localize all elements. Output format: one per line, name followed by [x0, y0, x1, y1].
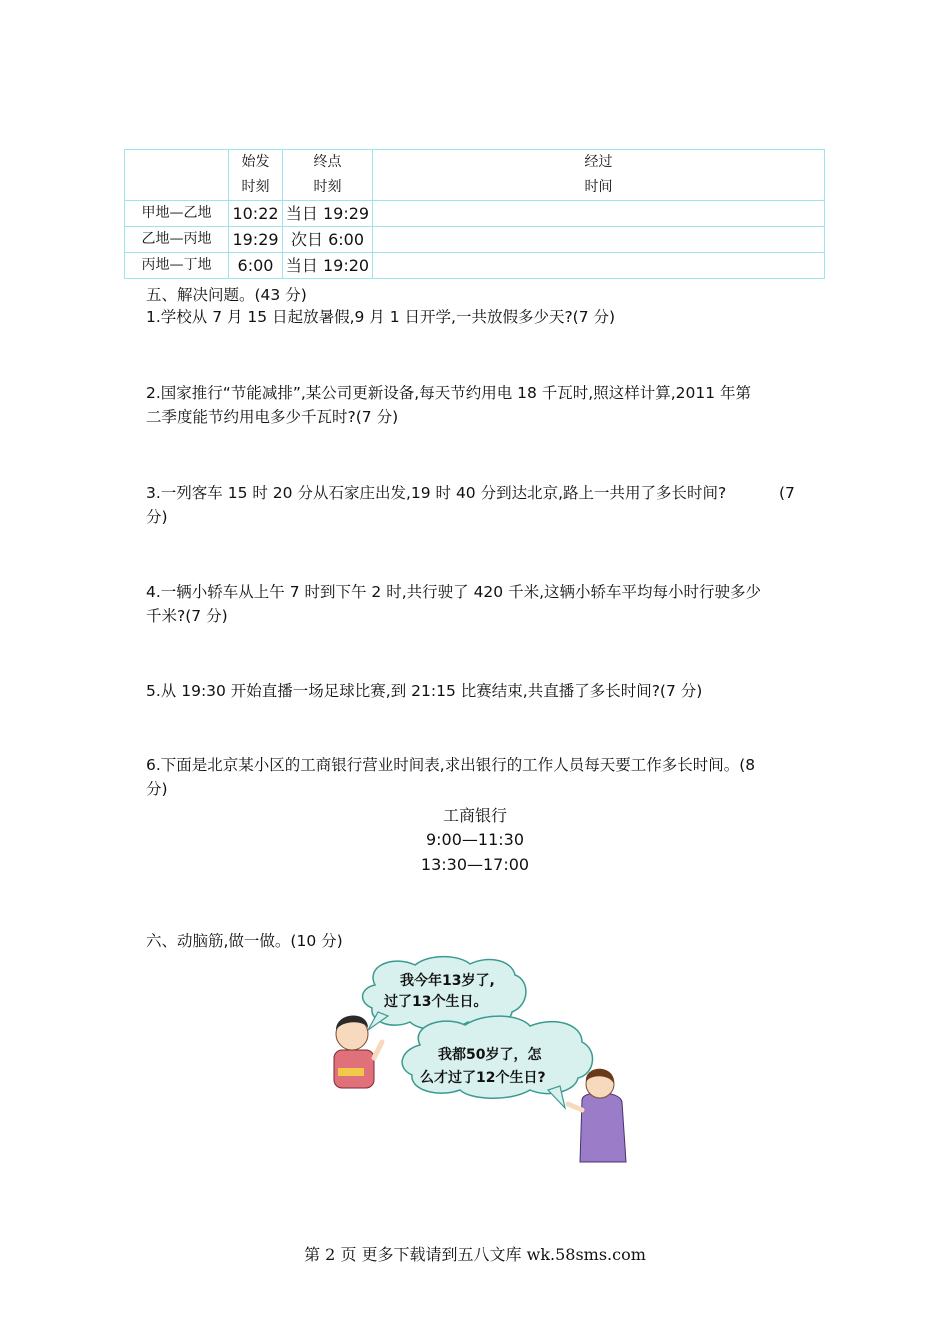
bank-name: 工商银行	[442, 806, 507, 825]
end-cell: 次日 6:00	[283, 227, 373, 253]
bank-hours-afternoon: 13:30—17:00	[420, 855, 530, 874]
question-3-points: (7	[779, 484, 795, 502]
man-arm	[568, 1104, 582, 1110]
cartoon-illustration	[320, 950, 640, 1170]
start-cell: 6:00	[229, 253, 283, 279]
bubble-text-boy-1: 我今年13岁了,	[400, 973, 495, 989]
header-elapsed: 经过 时间	[373, 150, 825, 201]
question-1: 1.学校从 7 月 15 日起放暑假,9 月 1 日开学,一共放假多少天?(7 分)	[146, 308, 616, 326]
bank-hours-morning: 9:00—11:30	[425, 830, 525, 849]
section5-title: 五、解决问题。(43 分)	[146, 286, 307, 304]
table-row	[125, 253, 825, 279]
elapsed-cell[interactable]	[373, 253, 825, 279]
boy-arm	[374, 1042, 382, 1058]
speech-bubble-man	[402, 1016, 592, 1108]
boy-figure	[334, 1015, 382, 1088]
bubble-text-man-2: 么才过了12个生日?	[420, 1070, 546, 1086]
end-cell: 当日 19:29	[283, 201, 373, 227]
table-row	[125, 227, 825, 253]
question-5: 5.从 19:30 开始直播一场足球比赛,到 21:15 比赛结束,共直播了多长时间?(7 分)	[146, 682, 703, 700]
end-cell: 当日 19:20	[283, 253, 373, 279]
elapsed-cell[interactable]	[373, 227, 825, 253]
elapsed-cell[interactable]	[373, 201, 825, 227]
question-2-line2: 二季度能节约用电多少千瓦时?(7 分)	[146, 408, 399, 426]
start-cell: 19:29	[229, 227, 283, 253]
header-end: 终点 时刻	[283, 150, 373, 201]
route-cell: 乙地—丙地	[125, 227, 229, 253]
table-header-row	[125, 150, 825, 201]
section6-title: 六、动脑筋,做一做。(10 分)	[146, 932, 343, 950]
question-3-line2: 分)	[146, 508, 168, 526]
question-4-line1: 4.一辆小轿车从上午 7 时到下午 2 时,共行驶了 420 千米,这辆小轿车平均每小时行驶多少	[146, 583, 762, 601]
time-table	[124, 149, 825, 279]
page-footer: 第 2 页 更多下载请到五八文库 wk.58sms.com	[304, 1245, 646, 1264]
route-cell: 丙地—丁地	[125, 253, 229, 279]
cartoon-svg	[320, 950, 640, 1170]
man-body	[580, 1093, 626, 1162]
header-start: 始发 时刻	[229, 150, 283, 201]
boy-book	[338, 1068, 364, 1076]
question-6-line2: 分)	[146, 780, 168, 798]
route-cell: 甲地—乙地	[125, 201, 229, 227]
question-3-line1: 3.一列客车 15 时 20 分从石家庄出发,19 时 40 分到达北京,路上一共用了多长时间? (7	[146, 481, 816, 506]
bubble-text-boy-2: 过了13个生日。	[384, 994, 488, 1010]
start-cell: 10:22	[229, 201, 283, 227]
question-2-line1: 2.国家推行“节能减排”,某公司更新设备,每天节约用电 18 千瓦时,照这样计算,2011 年第	[146, 384, 752, 402]
bubble-text-man-1: 我都50岁了，怎	[438, 1047, 542, 1063]
question-4-line2: 千米?(7 分)	[146, 607, 228, 625]
header-blank	[125, 150, 229, 201]
table-row	[125, 201, 825, 227]
question-6-line1: 6.下面是北京某小区的工商银行营业时间表,求出银行的工作人员每天要工作多长时间。(8	[146, 756, 756, 774]
